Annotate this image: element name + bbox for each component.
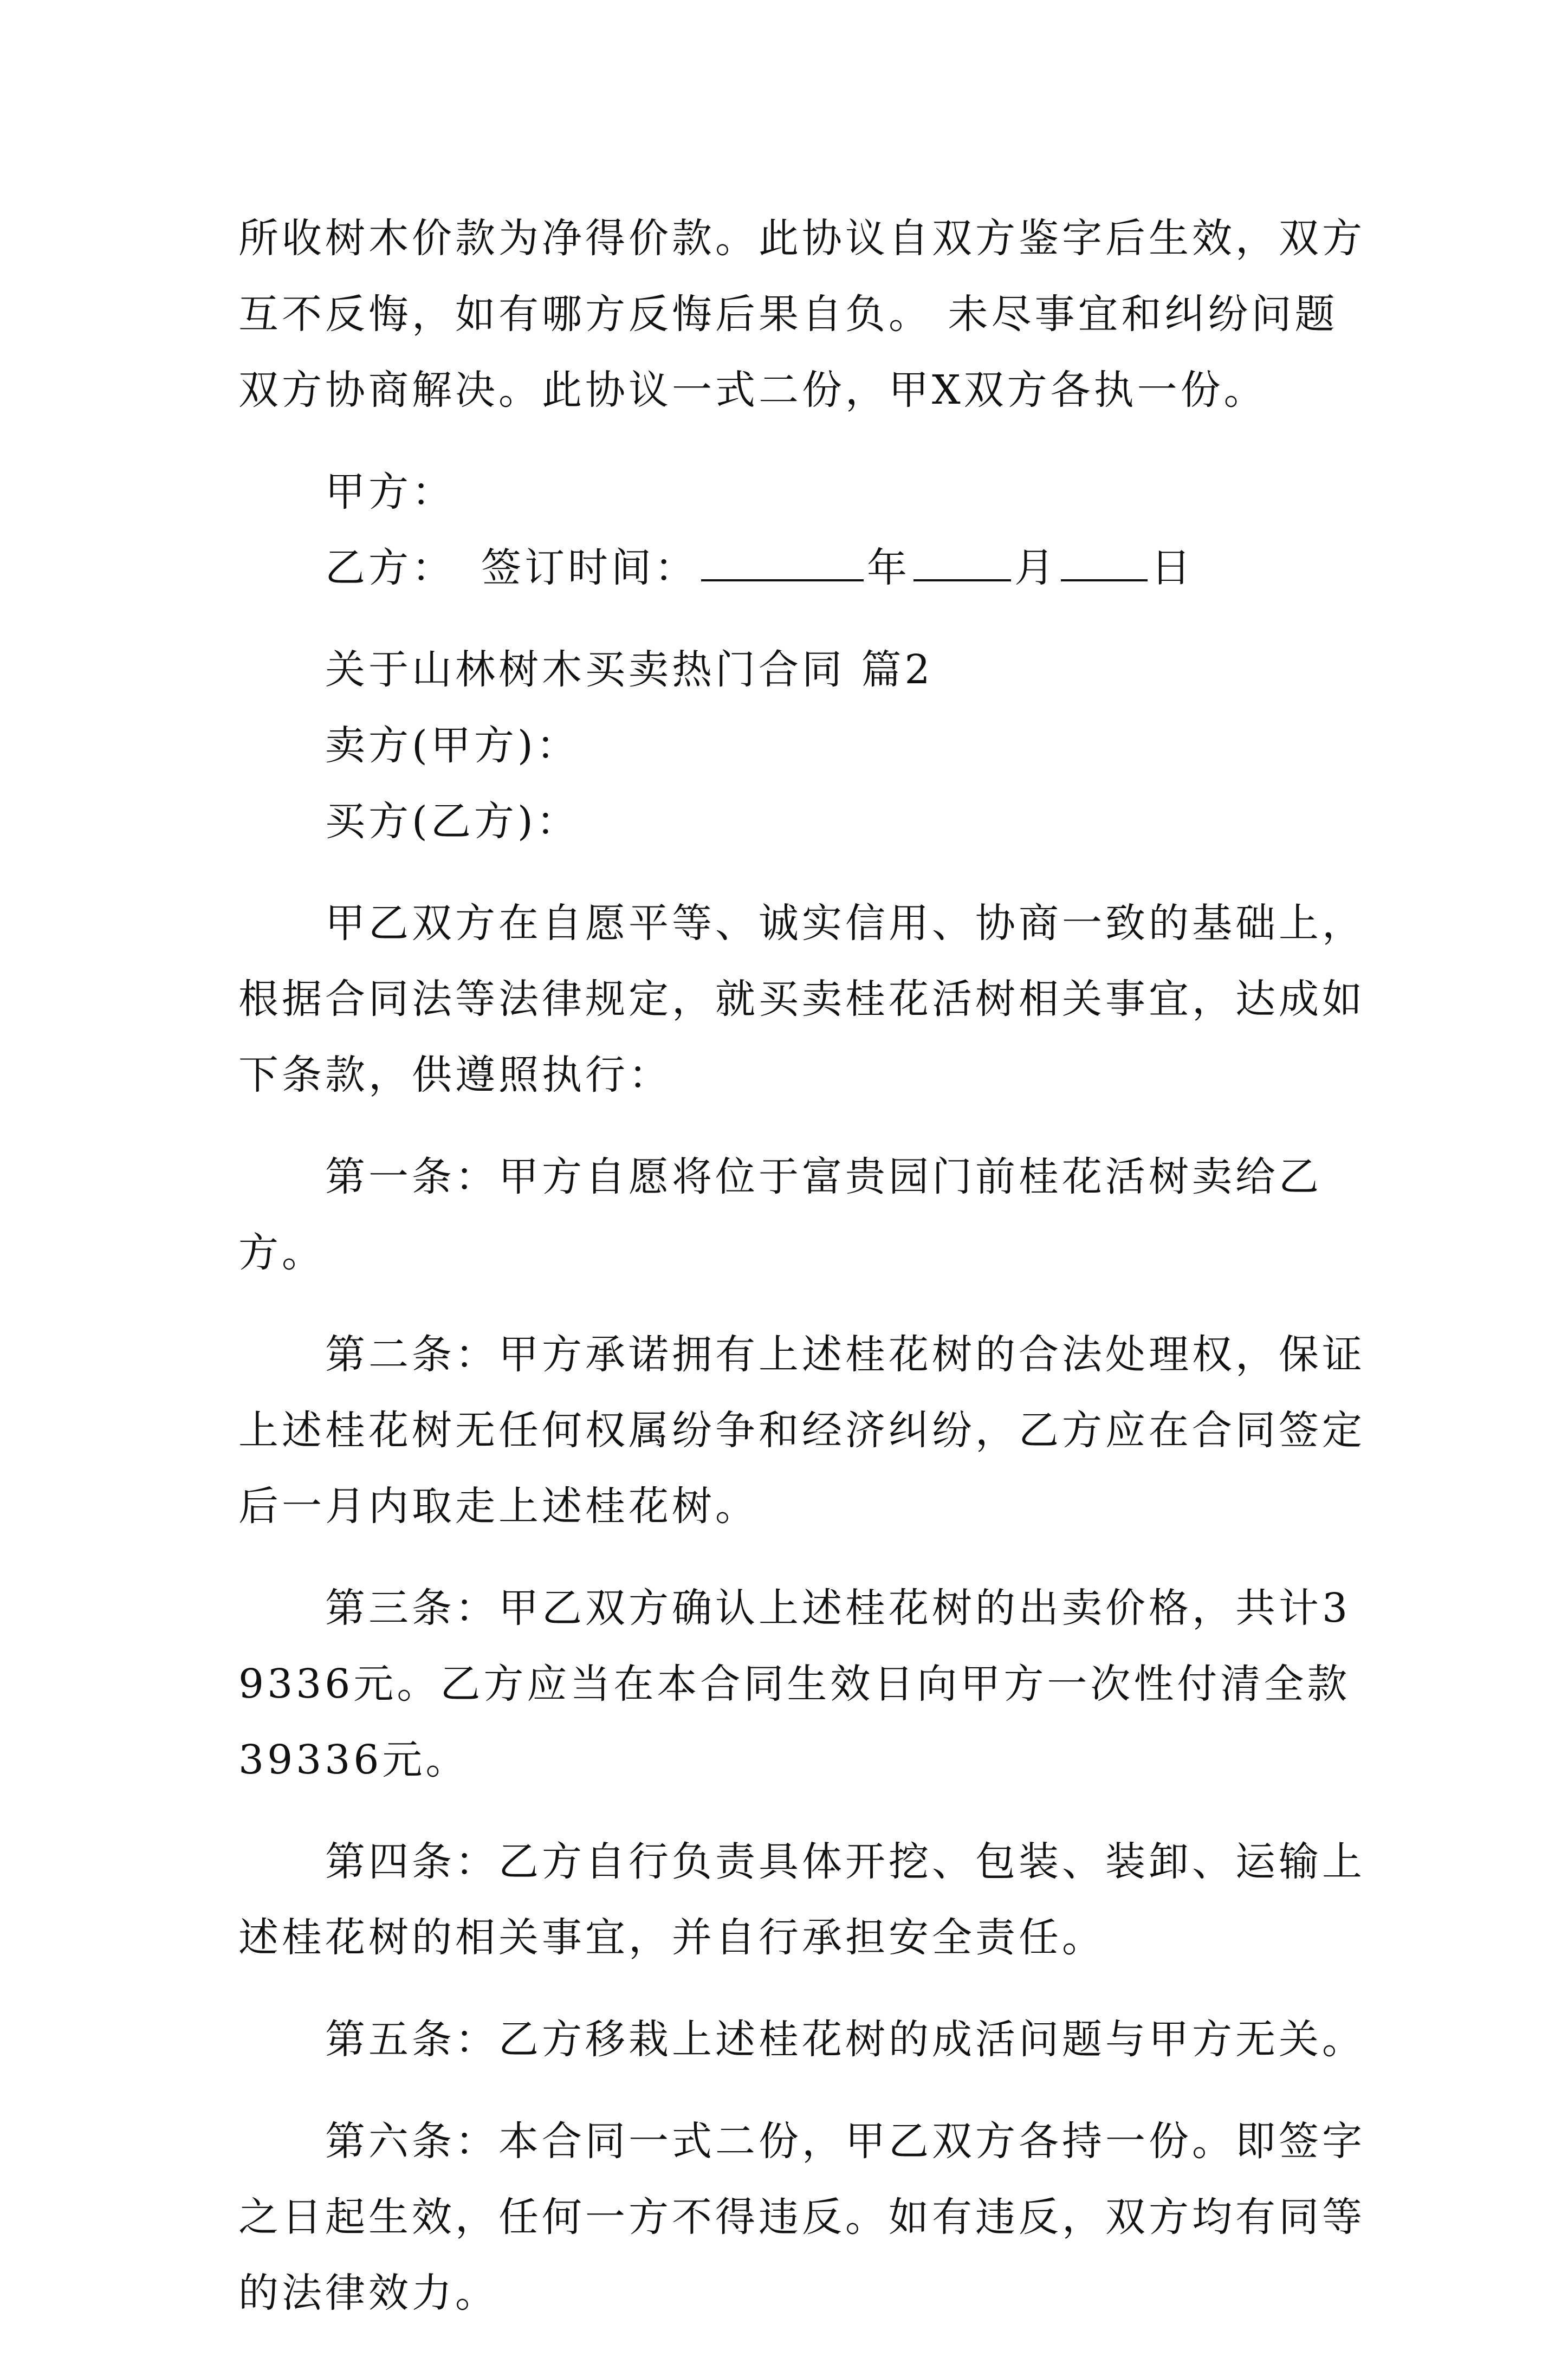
contract-intro: 甲乙双方在自愿平等、诚实信用、协商一致的基础上，根据合同法等法律规定，就买卖桂花活树相关事宜，达成如下条款，供遵照执行： xyxy=(238,900,1365,1098)
year-blank xyxy=(701,541,864,581)
section-title: 关于山林树木买卖热门合同 篇2 xyxy=(325,646,934,693)
month-blank xyxy=(913,541,1011,581)
day-blank xyxy=(1061,541,1148,581)
document-body xyxy=(238,200,1365,2357)
party-b-signature-line xyxy=(238,530,1365,606)
article-1: 第一条：甲方自愿将位于富贵园门前桂花活树卖给乙方。 xyxy=(238,1154,1322,1276)
seller-line: 卖方(甲方)： xyxy=(325,722,580,769)
year-label: 年 xyxy=(867,545,910,591)
signing-date-label: 签订时间： xyxy=(481,545,698,591)
party-a-signature-line: 甲方： xyxy=(325,469,455,515)
day-label: 日 xyxy=(1151,545,1194,591)
paragraph-payment-clause: 所收树木价款为净得价款。此协议自双方鉴字后生效，双方互不反悔，如有哪方反悔后果自负。 未尽事宜和纠纷问题双方协商解决。此协议一式二份，甲X双方各执一份。 xyxy=(238,215,1365,413)
article-2: 第二条：甲方承诺拥有上述桂花树的合法处理权，保证上述桂花树无任何权属纷争和经济纠纷，乙方应在合同签定后一月内取走上述桂花树。 xyxy=(238,1331,1365,1530)
article-3: 第三条：甲乙双方确认上述桂花树的出卖价格，共计39336元。乙方应当在本合同生效日向甲方一次性付清全款39336元。 xyxy=(238,1585,1351,1783)
buyer-line: 买方(乙方)： xyxy=(325,798,580,845)
article-6: 第六条：本合同一式二份，甲乙双方各持一份。即签字之日起生效，任何一方不得违反。如有违反，双方均有同等的法律效力。 xyxy=(238,2118,1365,2316)
month-label: 月 xyxy=(1014,545,1058,591)
article-4: 第四条：乙方自行负责具体开挖、包装、装卸、运输上述桂花树的相关事宜，并自行承担安全责任。 xyxy=(238,1838,1365,1961)
party-b-label: 乙方： xyxy=(325,545,455,591)
article-5: 第五条：乙方移栽上述桂花树的成活问题与甲方无关。 xyxy=(325,2016,1365,2063)
